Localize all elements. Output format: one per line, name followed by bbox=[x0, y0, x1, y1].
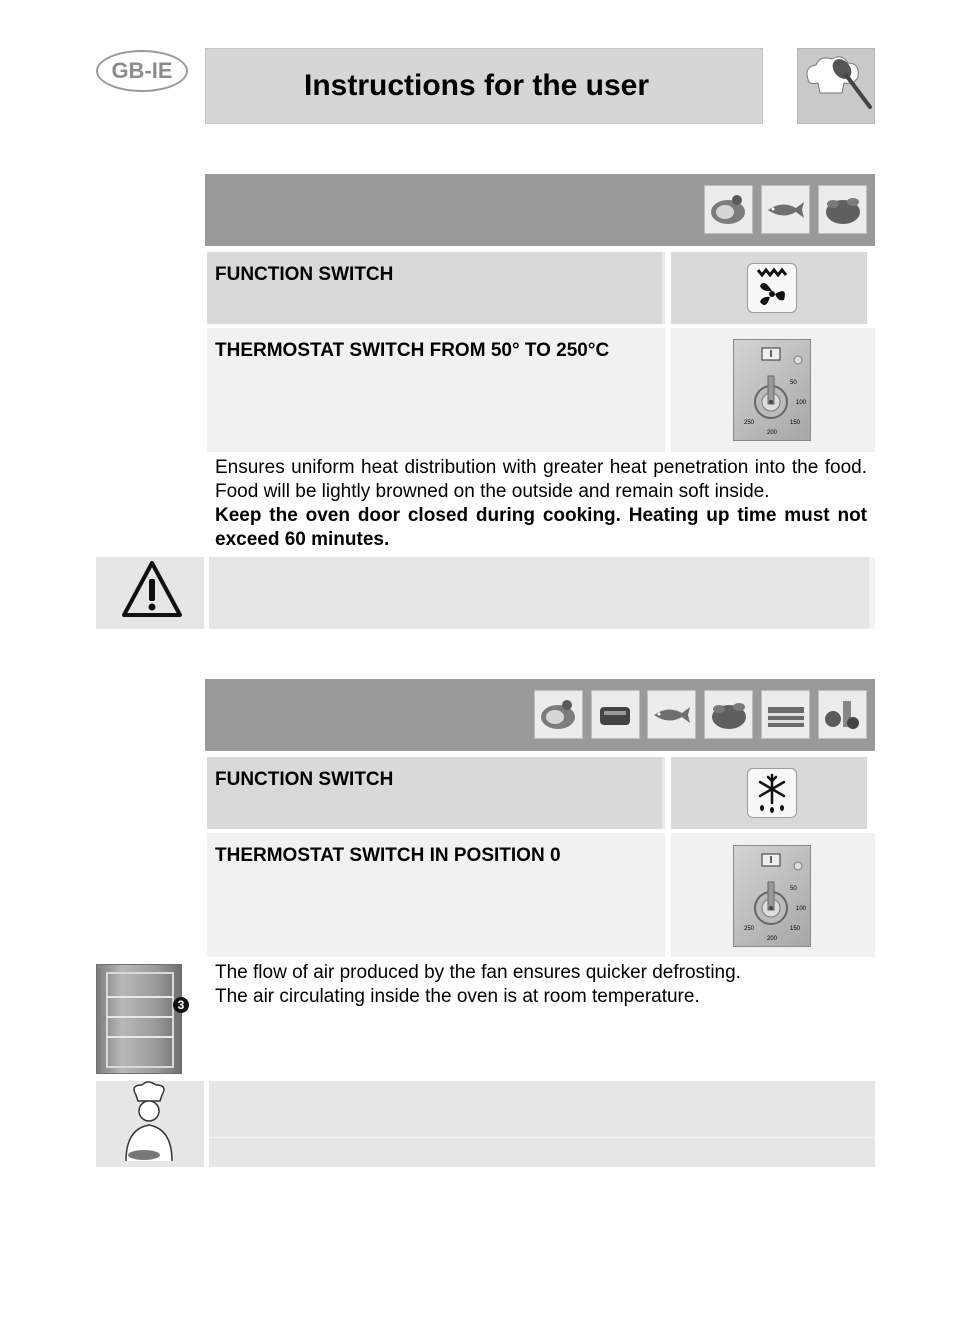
function-switch-text: FUNCTION SWITCH bbox=[215, 769, 394, 790]
knob-scale-100: 100 bbox=[796, 906, 807, 912]
chef-icon-cell bbox=[96, 1081, 204, 1167]
section1-description-text: Ensures uniform heat distribution with greater heat penetration into the food. Food will be lightly browned on the outside and remain soft inside. bbox=[215, 457, 867, 502]
defrost-snowflake-icon bbox=[747, 768, 797, 818]
page-title bbox=[205, 48, 763, 124]
section2-description bbox=[215, 961, 867, 1009]
fish-icon bbox=[761, 185, 810, 234]
knob-scale-200: 200 bbox=[767, 936, 778, 942]
cake-icon bbox=[761, 690, 810, 739]
knob-scale-50: 50 bbox=[790, 886, 797, 892]
thermostat-label bbox=[207, 833, 665, 957]
thermostat-text: THERMOSTAT SWITCH IN POSITION 0 bbox=[215, 845, 561, 866]
fan-grill-icon bbox=[747, 263, 797, 313]
warning-icon-cell bbox=[96, 557, 204, 629]
knob-scale-150: 150 bbox=[790, 420, 801, 426]
warning-triangle-icon bbox=[96, 557, 204, 629]
oven-shelf-image bbox=[96, 964, 185, 1074]
knob-scale-200: 200 bbox=[767, 430, 778, 436]
function-switch-text: FUNCTION SWITCH bbox=[215, 264, 394, 285]
knob-scale-250: 250 bbox=[744, 926, 755, 932]
section2-description-line2: The air circulating inside the oven is at room temperature. bbox=[215, 986, 700, 1007]
knob-scale-250: 250 bbox=[744, 420, 755, 426]
tip-box bbox=[209, 1081, 875, 1167]
page-title-text: Instructions for the user bbox=[304, 69, 650, 102]
shelf-number-badge: 3 bbox=[173, 997, 189, 1013]
chef-icon bbox=[96, 1081, 204, 1167]
bread-icon bbox=[591, 690, 640, 739]
section2-description-line1: The flow of air produced by the fan ensures quicker defrosting. bbox=[215, 962, 741, 983]
thermostat-text: THERMOSTAT SWITCH FROM 50° TO 250°C bbox=[215, 340, 610, 361]
thermostat-knob-icon bbox=[733, 339, 811, 441]
section-header-defrost bbox=[205, 679, 875, 751]
warning-box bbox=[209, 557, 875, 629]
thermostat-label bbox=[207, 328, 665, 452]
meat-roast-icon bbox=[704, 185, 753, 234]
poultry-icon bbox=[704, 690, 753, 739]
section1-description bbox=[215, 456, 867, 552]
meat-roast-icon bbox=[534, 690, 583, 739]
region-badge: GB-IE bbox=[96, 50, 188, 92]
vegetables-icon bbox=[818, 690, 867, 739]
knob-scale-150: 150 bbox=[790, 926, 801, 932]
fish-icon bbox=[647, 690, 696, 739]
knob-scale-50: 50 bbox=[790, 380, 797, 386]
thermostat-knob-icon bbox=[733, 845, 811, 947]
knob-scale-100: 100 bbox=[796, 400, 807, 406]
function-switch-label bbox=[207, 252, 665, 324]
poultry-icon bbox=[818, 185, 867, 234]
function-switch-label bbox=[207, 757, 665, 829]
section-header-fan-grill bbox=[205, 174, 875, 246]
chef-hat-spoon-icon bbox=[797, 48, 875, 124]
section1-warning-text: Keep the oven door closed during cooking. Heating up time must not exceed 60 minutes. bbox=[215, 505, 867, 550]
